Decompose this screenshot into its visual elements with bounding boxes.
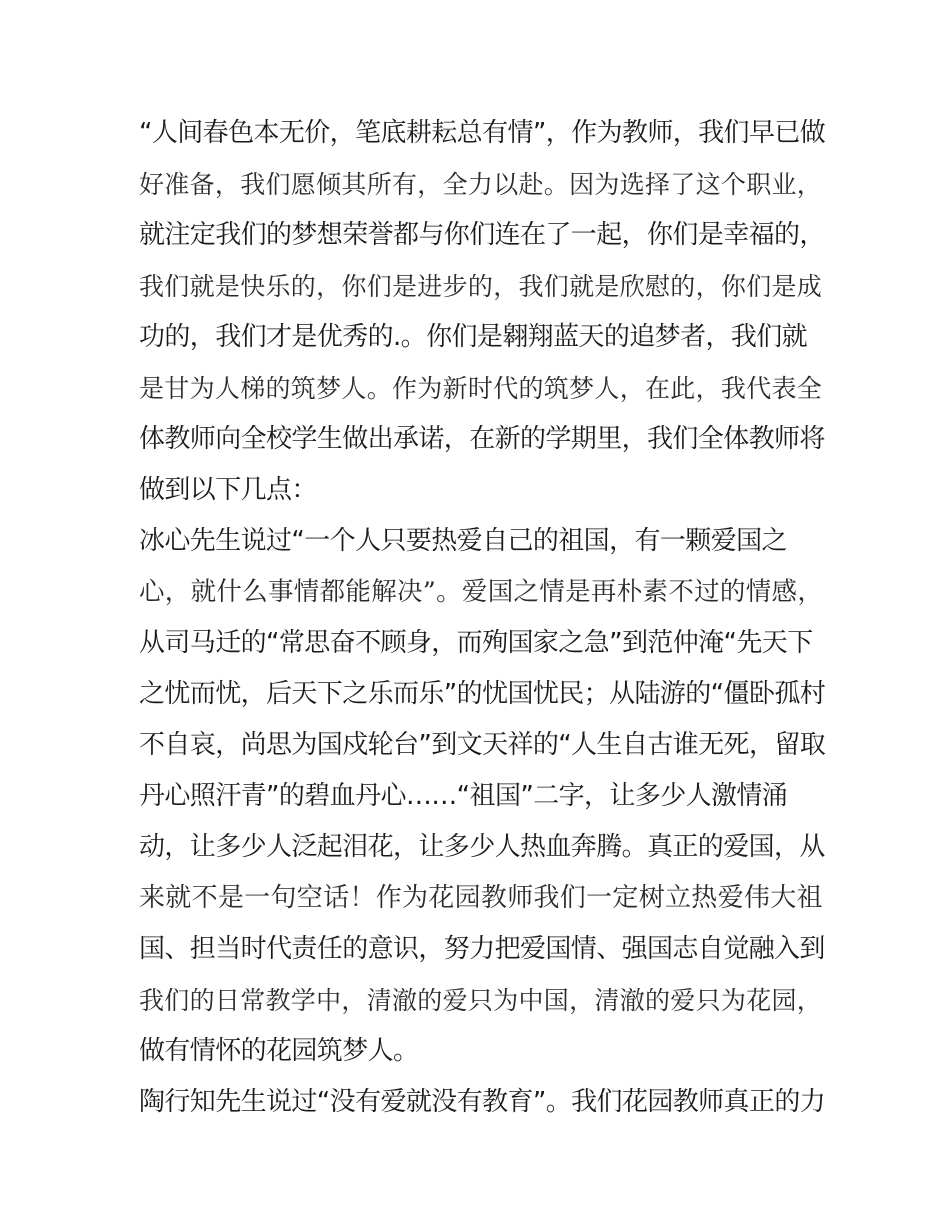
text-line: 体教师向全校学生做出承诺，在新的学期里，我们全体教师将 [139,424,825,454]
text-line: 功的，我们才是优秀的.。你们是翱翔蓝天的追梦者，我们就 [139,322,808,352]
text-line: 陶行知先生说过“没有爱就没有教育”。我们花园教师真正的力 [139,1087,826,1117]
text-line: 做有情怀的花园筑梦人。 [139,1036,419,1066]
text-line: 是甘为人梯的筑梦人。作为新时代的筑梦人，在此，我代表全 [139,374,823,403]
text-line: 不自哀，尚思为国戍轮台”到文天祥的“人生自古谁无死，留取 [139,730,826,760]
text-line: 来就不是一句空话！作为花园教师我们一定树立热爱伟大祖 [139,883,823,913]
text-line: 从司马迁的“常思奋不顾身，而殉国家之急”到范仲淹“先天下 [139,628,813,658]
text-line: 丹心照汗青”的碧血丹心……“祖国”二字，让多少人激情涌 [139,781,788,811]
text-line: 我们就是快乐的，你们是进步的，我们就是欣慰的，你们是成 [139,272,823,301]
body-text [139,108,829,1128]
text-line: 好准备，我们愿倾其所有，全力以赴。因为选择了这个职业， [139,170,823,199]
text-line: “人间春色本无价，笔底耕耘总有情”，作为教师，我们早已做 [139,118,826,148]
text-line: 就注定我们的梦想荣誉都与你们连在了一起，你们是幸福的， [139,220,825,250]
text-line: 冰心先生说过“一个人只要热爱自己的祖国，有一颗爱国之 [139,526,787,556]
text-line: 我们的日常教学中，清澈的爱只为中国，清澈的爱只为花园， [139,986,823,1015]
text-line: 心，就什么事情都能解决”。爱国之情是再朴素不过的情感， [139,577,824,607]
text-line: 之忧而忧，后天下之乐而乐”的忧国忧民；从陆游的“僵卧孤村 [139,679,826,709]
text-line: 动，让多少人泛起泪花，让多少人热血奔腾。真正的爱国，从 [139,832,825,862]
text-line: 做到以下几点： [139,475,317,505]
text-line: 国、担当时代责任的意识，努力把爱国情、强国志自觉融入到 [139,934,825,964]
